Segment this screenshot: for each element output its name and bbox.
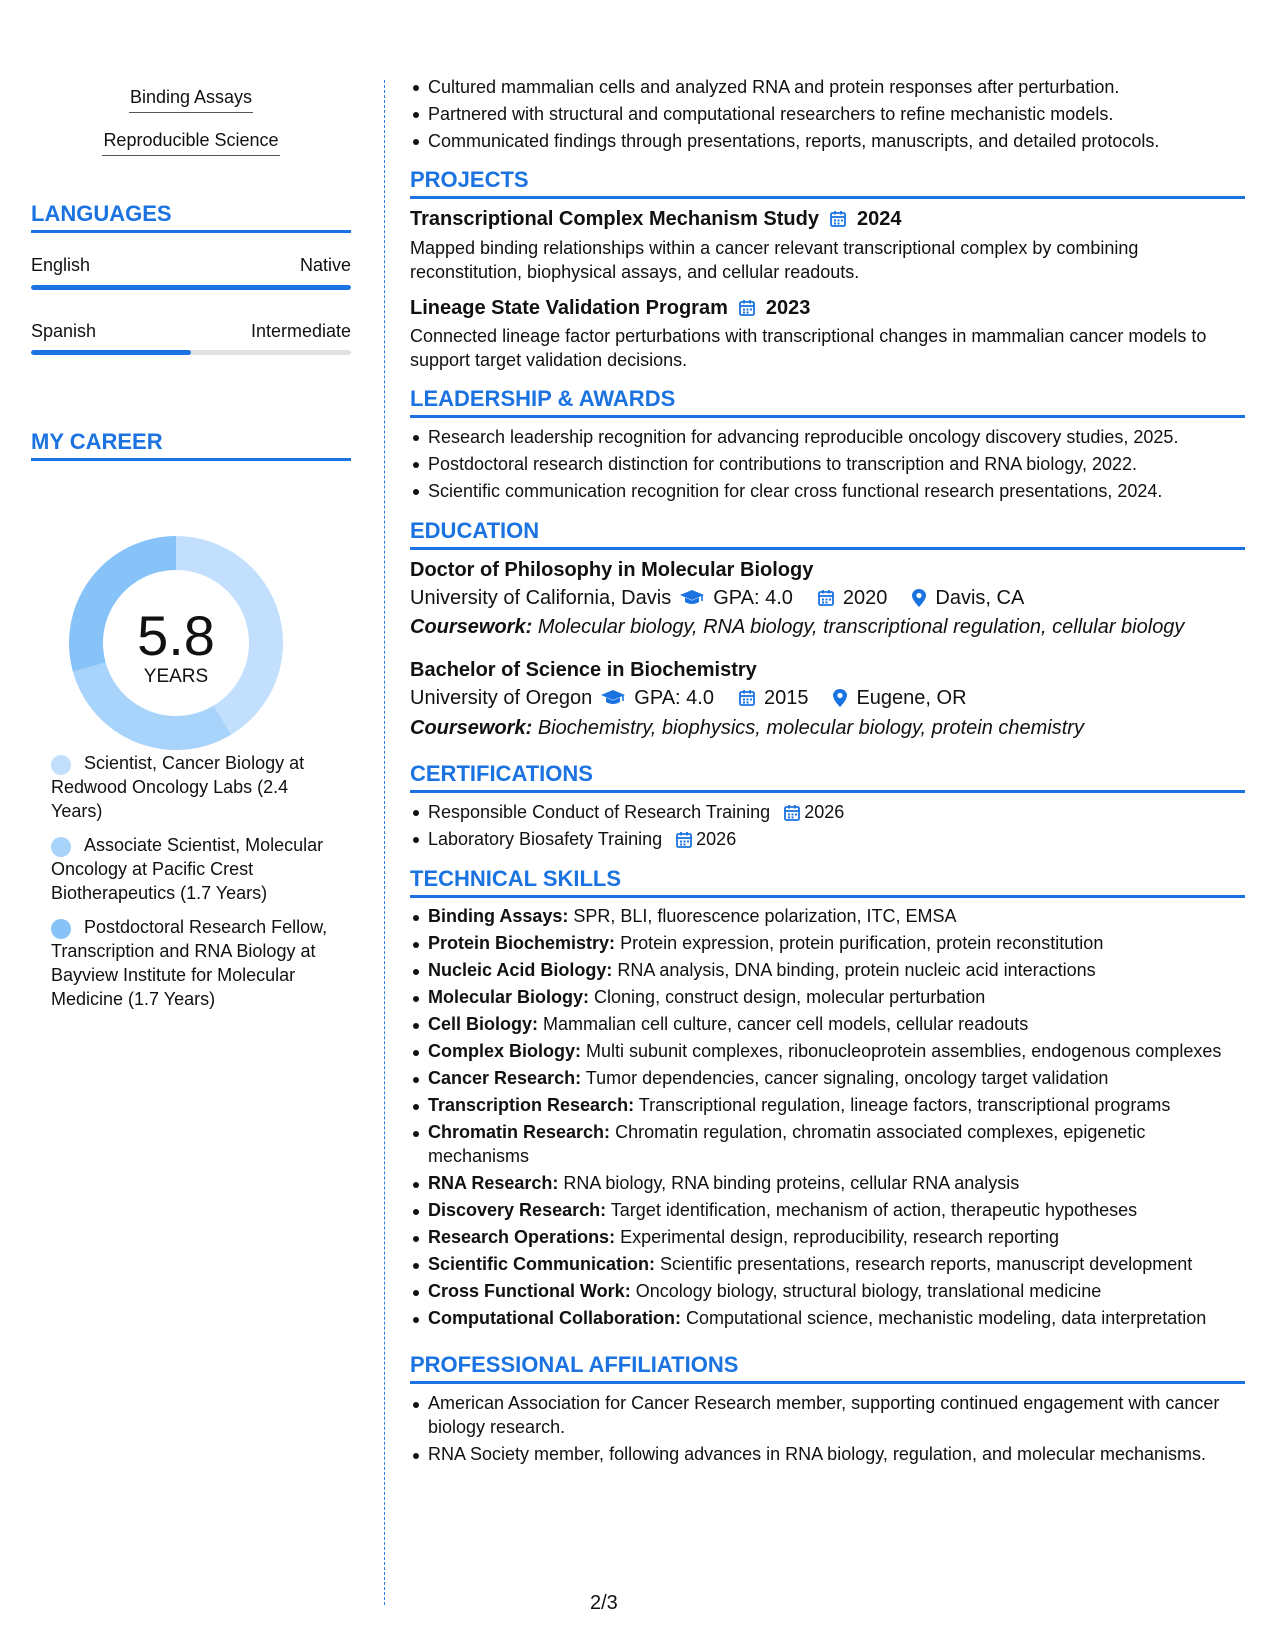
legend-dot	[51, 919, 71, 939]
location-pin-icon	[911, 588, 927, 608]
calendar-icon	[738, 299, 756, 317]
language-level: Native	[299, 255, 351, 275]
certifications-list	[410, 799, 1245, 853]
gpa: GPA: 4.0	[713, 587, 793, 609]
education-details	[410, 584, 1024, 612]
affiliations-title: PROFESSIONAL AFFILIATIONS	[410, 1351, 1245, 1384]
experience-bullets	[410, 74, 1245, 155]
list-item: Communicated findings through presentations, reports, manuscripts, and detailed protocols.	[410, 128, 1245, 155]
school-location: Davis, CA	[935, 587, 1025, 609]
school-name: University of Oregon	[410, 687, 593, 709]
calendar-icon	[829, 210, 847, 228]
calendar-icon	[738, 689, 756, 707]
affiliations-list	[410, 1391, 1245, 1469]
list-item: American Association for Cancer Research member, supporting continued engagement with cancer biology research.	[410, 1391, 1245, 1439]
list-item: Binding Assays: SPR, BLI, fluorescence polarization, ITC, EMSA	[410, 904, 1245, 928]
list-item: Cancer Research: Tumor dependencies, cancer signaling, oncology target validation	[410, 1066, 1245, 1090]
career-entry: Associate Scientist, Molecular Oncology at Pacific Crest Biotherapeutics (1.7 Years)	[51, 835, 324, 903]
coursework: Coursework: Molecular biology, RNA biology, transcriptional regulation, cellular biology	[410, 616, 1185, 638]
graduation-cap-icon	[600, 689, 626, 707]
list-item: Cultured mammalian cells and analyzed RNA and protein responses after perturbation.	[410, 74, 1245, 101]
coursework: Coursework: Biochemistry, biophysics, molecular biology, protein chemistry	[410, 717, 1084, 739]
school-location: Eugene, OR	[856, 687, 967, 709]
list-item: Research Operations: Experimental design, reproducibility, research reporting	[410, 1225, 1245, 1249]
list-item: Protein Biochemistry: Protein expression, protein purification, protein reconstitution	[410, 931, 1245, 955]
language-name: English	[31, 255, 91, 275]
degree-title: Bachelor of Science in Biochemistry	[410, 659, 757, 681]
graduation-year: 2015	[763, 687, 809, 709]
project-title: Lineage State Validation Program 2023	[410, 297, 811, 319]
list-item: Partnered with structural and computational researchers to refine mechanistic models.	[410, 101, 1245, 128]
career-entry: Scientist, Cancer Biology at Redwood Oncology Labs (2.4 Years)	[51, 753, 305, 821]
list-item: Scientific Communication: Scientific presentations, research reports, manuscript development	[410, 1252, 1245, 1276]
languages-title: LANGUAGES	[31, 200, 351, 233]
career-years-label: YEARS	[143, 666, 209, 687]
language-row	[31, 253, 351, 277]
language-row	[31, 319, 351, 343]
graduation-year: 2020	[842, 587, 888, 609]
skill-tag: Reproducible Science	[31, 127, 351, 156]
project-title: Transcriptional Complex Mechanism Study 2024	[410, 208, 902, 230]
skills-title: TECHNICAL SKILLS	[410, 865, 1245, 898]
list-item: Transcription Research: Transcriptional regulation, lineage factors, transcriptional programs	[410, 1093, 1245, 1117]
legend-dot	[51, 837, 71, 857]
list-item: Molecular Biology: Cloning, construct design, molecular perturbation	[410, 985, 1245, 1009]
language-level-fill	[31, 285, 351, 290]
projects-title: PROJECTS	[410, 166, 1245, 199]
list-item: Discovery Research: Target identification, mechanism of action, therapeutic hypotheses	[410, 1198, 1245, 1222]
list-item: Scientific communication recognition for clear cross functional research presentations, 2024.	[410, 478, 1245, 505]
language-level-fill	[31, 350, 191, 355]
career-years-total: 5.8	[137, 604, 215, 667]
project-description: Mapped binding relationships within a cancer relevant transcriptional complex by combining reconstitution, biophysical assays, and cellular readouts.	[410, 238, 1139, 282]
calendar-icon	[675, 831, 693, 849]
language-name: Spanish	[31, 321, 97, 341]
list-item: Chromatin Research: Chromatin regulation, chromatin associated complexes, epigenetic mechanisms	[410, 1120, 1245, 1168]
gpa: GPA: 4.0	[634, 687, 714, 709]
legend-dot	[51, 755, 71, 775]
certifications-title: CERTIFICATIONS	[410, 760, 1245, 793]
calendar-icon	[817, 589, 835, 607]
list-item: Nucleic Acid Biology: RNA analysis, DNA binding, protein nucleic acid interactions	[410, 958, 1245, 982]
project-description: Connected lineage factor perturbations with transcriptional changes in mammalian cancer models to support target validation decisions.	[410, 326, 1207, 370]
language-level-bar	[31, 350, 351, 355]
degree-title: Doctor of Philosophy in Molecular Biology	[410, 559, 814, 581]
education-title: EDUCATION	[410, 517, 1245, 550]
language-level-bar	[31, 285, 351, 290]
calendar-icon	[783, 804, 801, 822]
list-item: RNA Research: RNA biology, RNA binding proteins, cellular RNA analysis	[410, 1171, 1245, 1195]
career-entry: Postdoctoral Research Fellow, Transcription and RNA Biology at Bayview Institute for Molecular Medicine (1.7 Years)	[51, 917, 328, 1009]
column-divider	[384, 80, 385, 1605]
list-item: Laboratory Biosafety Training 2026	[410, 826, 1245, 853]
location-pin-icon	[832, 688, 848, 708]
skill-tag: Binding Assays	[31, 84, 351, 113]
language-level: Intermediate	[250, 321, 351, 341]
page-number: 2/3	[590, 1592, 618, 1614]
leadership-list	[410, 424, 1245, 505]
skills-list	[410, 904, 1245, 1333]
graduation-cap-icon	[679, 589, 705, 607]
education-details	[410, 684, 967, 712]
list-item: Cell Biology: Mammalian cell culture, cancer cell models, cellular readouts	[410, 1012, 1245, 1036]
list-item: Research leadership recognition for advancing reproducible oncology discovery studies, 2025.	[410, 424, 1245, 451]
list-item: Cross Functional Work: Oncology biology, structural biology, translational medicine	[410, 1279, 1245, 1303]
list-item: Postdoctoral research distinction for contributions to transcription and RNA biology, 2022.	[410, 451, 1245, 478]
career-title: MY CAREER	[31, 428, 351, 461]
list-item: RNA Society member, following advances in RNA biology, regulation, and molecular mechanisms.	[410, 1442, 1245, 1466]
list-item: Responsible Conduct of Research Training 2026	[410, 799, 1245, 826]
list-item: Complex Biology: Multi subunit complexes, ribonucleoprotein assemblies, endogenous complexes	[410, 1039, 1245, 1063]
list-item: Computational Collaboration: Computational science, mechanistic modeling, data interpretation	[410, 1306, 1245, 1330]
leadership-title: LEADERSHIP & AWARDS	[410, 385, 1245, 418]
school-name: University of California, Davis	[410, 587, 672, 609]
